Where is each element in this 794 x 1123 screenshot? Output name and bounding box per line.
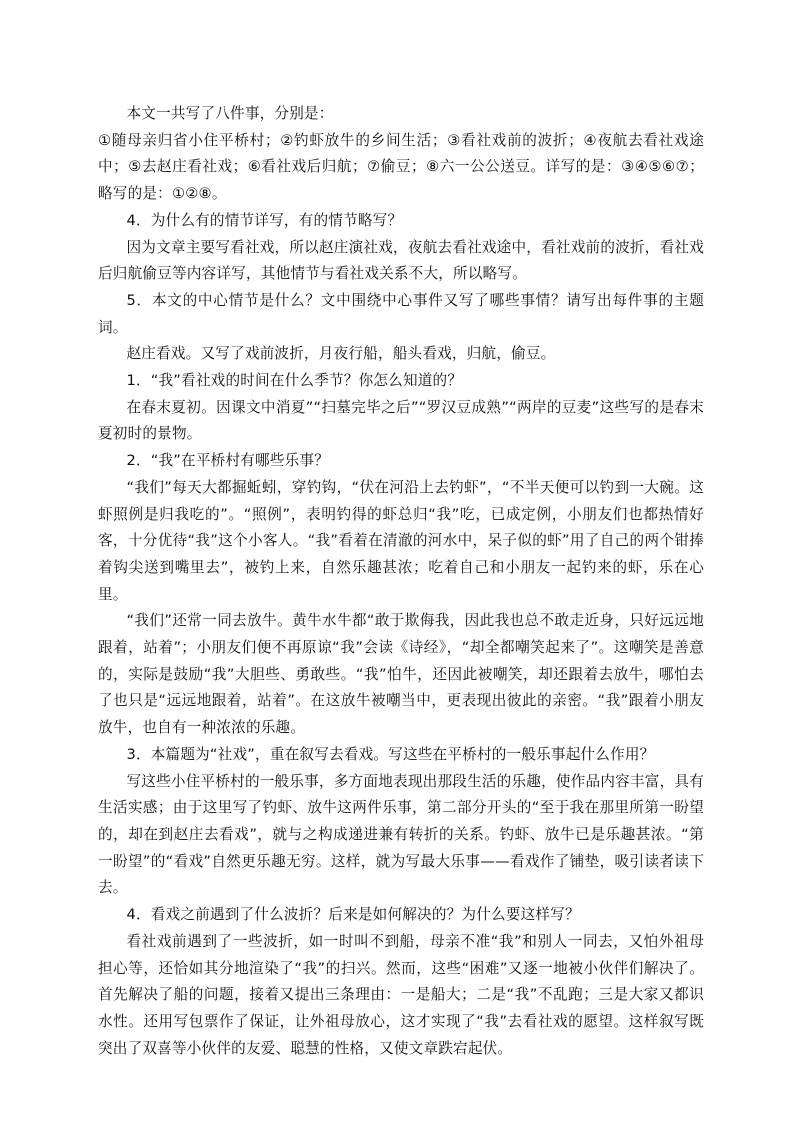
answer-5-center: 赵庄看戏。又写了戏前波折，月夜行船，船头看戏，归航，偷豆。	[126, 345, 556, 363]
question-4-detail: 4．为什么有的情节详写，有的情节略写？	[126, 211, 403, 229]
paragraph-summary-intro: 本文一共写了八件事，分别是：	[126, 105, 334, 122]
document-body	[98, 101, 704, 1062]
question-5-center: 5．本文的中心情节是什么？文中围绕中心事件又写了哪些事情？请写出每件事的主题词。	[98, 291, 704, 336]
answer-2-fishing: “我们”每天大都掘蚯蚓，穿钓钩，“伏在河沿上去钓虾”，“不半天便可以钓到一大碗。这虾照例是归我吃的”。“照例”，表明钓得的虾总归“我”吃，已成定例，小朋友们也都热情好客，十分优待“我”这个小客人。“我”看着在清澈的河水中，呆子似的虾”用了自己的两个钳捧着钩尖送到嘴里去”，被钓上来，自然乐趣甚浓；吃着自己和小朋友一起钓来的虾，乐在心里。	[98, 478, 704, 603]
question-3-purpose: 3．本篇题为“社戏”，重在叙写去看戏。写这些在平桥村的一般乐事起什么作用？	[126, 745, 655, 763]
question-4-twists: 4．看戏之前遇到了什么波折？后来是如何解决的？为什么要这样写？	[126, 906, 580, 924]
answer-4-detail: 因为文章主要写看社戏，所以赵庄演社戏，夜航去看社戏途中，看社戏前的波折，看社戏后归航偷豆等内容详写，其他情节与看社戏关系不大，所以略写。	[98, 238, 704, 283]
answer-4-twists: 看社戏前遇到了一些波折，如一时叫不到船，母亲不准“我”和别人一同去，又怕外祖母担心等，还恰如其分地渲染了“我”的扫兴。然而，这些“困难”又逐一地被小伙伴们解决了。首先解决了船的问题，接着又提出三条理由：一是船大；二是“我”不乱跑；三是大家又都识水性。还用写包票作了保证，让外祖母放心，这才实现了“我”去看社戏的愿望。这样叙写既突出了双喜等小伙伴的友爱、聪慧的性格，又使文章跌宕起伏。	[98, 932, 704, 1057]
paragraph-eight-events: ①随母亲归省小住平桥村；②钓虾放牛的乡间生活；③看社戏前的波折；④夜航去看社戏途中；⑤去赵庄看社戏；⑥看社戏后归航；⑦偷豆；⑧六一公公送豆。详写的是：③④⑤⑥⑦；略写的是：①②⑧。	[98, 131, 704, 203]
question-2-joys: 2．“我”在平桥村有哪些乐事？	[126, 452, 330, 470]
answer-1-season: 在春末夏初。因课文中消夏”“扫墓完毕之后”“罗汉豆成熟”“两岸的豆麦”这些写的是春末夏初时的景物。	[98, 398, 704, 443]
answer-3-purpose: 写这些小住平桥村的一般乐事，多方面地表现出那段生活的乐趣，使作品内容丰富，具有生活实感；由于这里写了钓虾、放牛这两件乐事，第二部分开头的“至于我在那里所第一盼望的，却在到赵庄去看戏”，就与之构成递进兼有转折的关系。钓虾、放牛已是乐趣甚浓。“第一盼望”的“看戏”自然更乐趣无穷。这样，就为写最大乐事——看戏作了铺垫，吸引读者读下去。	[98, 772, 704, 897]
question-1-season: 1．“我”看社戏的时间在什么季节？你怎么知道的？	[126, 372, 463, 390]
answer-2-cattle: “我们”还常一同去放牛。黄牛水牛都“敢于欺侮我，因此我也总不敢走近身，只好远远地跟着，站着”；小朋友们便不再原谅“我”会读《诗经》，“却全都嘲笑起来了”。这嘲笑是善意的，实际是鼓励“我”大胆些、勇敢些。“我”怕牛，还因此被嘲笑，却还跟着去放牛，哪怕去了也只是“远远地跟着，站着”。在这放牛被嘲当中，更表现出彼此的亲密。“我”跟着小朋友放牛，也自有一种浓浓的乐趣。	[98, 612, 704, 737]
